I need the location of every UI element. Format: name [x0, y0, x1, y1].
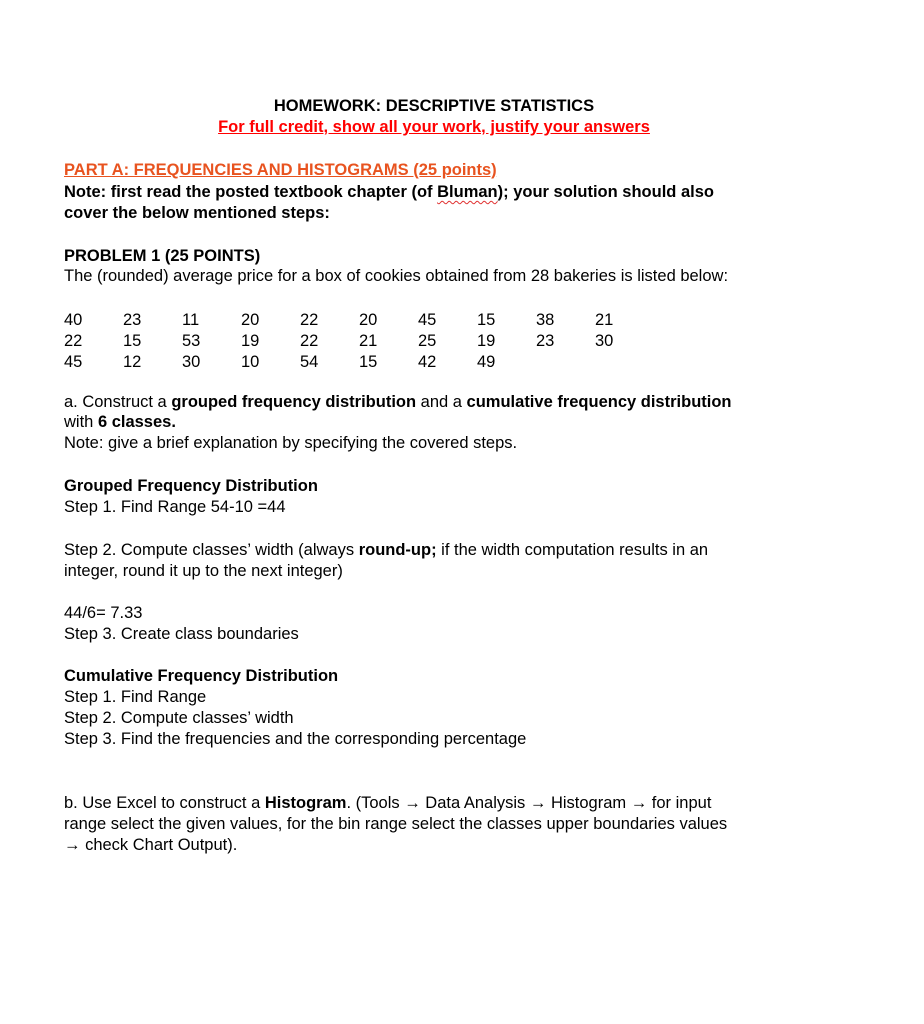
problem-1-description: The (rounded) average price for a box of cookies obtained from 28 bakeries is listed below: — [64, 267, 729, 285]
credit-note: For full credit, show all your work, justify your answers — [218, 118, 650, 136]
data-cell: 54 — [300, 353, 319, 371]
data-cell: 23 — [536, 332, 555, 350]
data-cell: 30 — [182, 353, 201, 371]
data-cell: 20 — [241, 311, 260, 329]
question-b-line1: b. Use Excel to construct a Histogram. (Tools → Data Analysis → Histogram → for input — [64, 794, 712, 812]
data-cell: 23 — [123, 311, 142, 329]
price-data-table — [64, 310, 654, 373]
document-title: HOMEWORK: DESCRIPTIVE STATISTICS — [273, 97, 595, 115]
author-name-spellcheck: Bluman — [437, 183, 498, 201]
question-a-note: Note: give a brief explanation by specifying the covered steps. — [64, 434, 518, 452]
grouped-step1: Step 1. Find Range 54-10 =44 — [64, 498, 286, 516]
data-cell: 15 — [359, 353, 378, 371]
question-a-line2: with 6 classes. — [64, 413, 176, 431]
grouped-step3: Step 3. Create class boundaries — [64, 625, 299, 643]
grouped-step2: Step 2. Compute classes’ width (always round-up; if the width computation results in an — [64, 541, 709, 559]
part-a-heading: PART A: FREQUENCIES AND HISTOGRAMS (25 points) — [64, 161, 497, 179]
data-cell: 22 — [300, 332, 319, 350]
question-b-line3: → check Chart Output). — [64, 836, 238, 854]
data-cell: 20 — [359, 311, 378, 329]
grouped-step2-line2: integer, round it up to the next integer) — [64, 562, 343, 580]
data-cell: 19 — [477, 332, 496, 350]
data-row — [64, 352, 654, 373]
data-cell: 15 — [477, 311, 496, 329]
question-a-line1: a. Construct a grouped frequency distribution and a cumulative frequency distribution — [64, 393, 732, 411]
cumulative-step1: Step 1. Find Range — [64, 688, 207, 706]
data-cell: 19 — [241, 332, 260, 350]
data-cell: 30 — [595, 332, 614, 350]
data-cell: 49 — [477, 353, 496, 371]
cumulative-heading: Cumulative Frequency Distribution — [64, 667, 339, 685]
data-cell: 21 — [359, 332, 378, 350]
data-cell: 40 — [64, 311, 83, 329]
data-cell: 42 — [418, 353, 437, 371]
grouped-heading: Grouped Frequency Distribution — [64, 477, 318, 495]
data-cell: 53 — [182, 332, 201, 350]
cumulative-step2: Step 2. Compute classes’ width — [64, 709, 294, 727]
cumulative-step3: Step 3. Find the frequencies and the corresponding percentage — [64, 730, 527, 748]
data-cell — [595, 352, 654, 373]
data-cell: 11 — [182, 311, 200, 329]
data-cell — [536, 352, 595, 373]
data-cell: 12 — [123, 353, 142, 371]
data-cell: 25 — [418, 332, 437, 350]
data-cell: 45 — [418, 311, 437, 329]
width-calculation: 44/6= 7.33 — [64, 604, 143, 622]
data-cell: 45 — [64, 353, 83, 371]
data-cell: 22 — [300, 311, 319, 329]
problem-1-heading: PROBLEM 1 (25 POINTS) — [64, 247, 261, 265]
question-b-line2: range select the given values, for the bin range select the classes upper boundaries values — [64, 815, 728, 833]
data-cell: 15 — [123, 332, 142, 350]
data-cell: 21 — [595, 311, 614, 329]
data-row — [64, 331, 654, 352]
data-cell: 10 — [241, 353, 260, 371]
data-row — [64, 310, 654, 331]
part-a-note: Note: first read the posted textbook chapter (of Bluman); your solution should also — [64, 183, 714, 201]
data-cell: 38 — [536, 311, 555, 329]
data-cell: 22 — [64, 332, 83, 350]
part-a-note-line2: cover the below mentioned steps: — [64, 204, 330, 222]
